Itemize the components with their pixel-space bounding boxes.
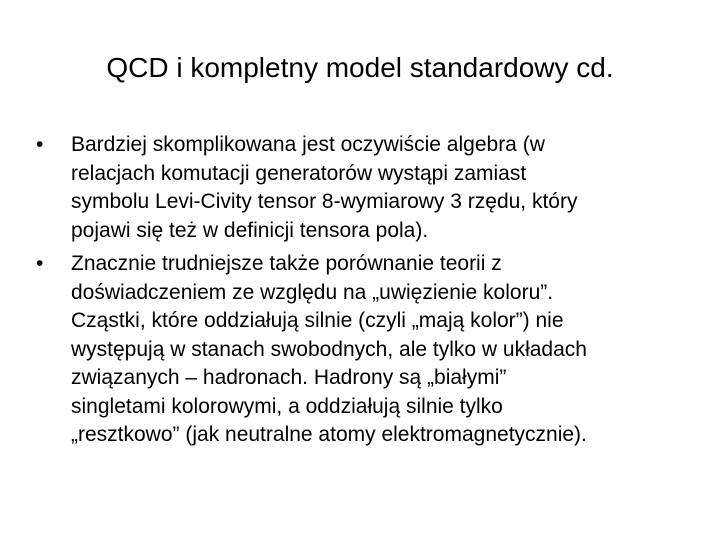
bullet-text-line: Cząstki, które oddziałują silnie (czyli „mają kolor”) nie xyxy=(71,309,564,332)
bullet-text-line: singletami kolorowymi, a oddziałują silnie tylko xyxy=(71,394,503,418)
bullet-text-line: relacjach komutacji generatorów wystąpi zamiast xyxy=(71,161,527,185)
bullet-text-line: pojawi się też w definicji tensora pola). xyxy=(71,218,429,242)
bullet-text-line: doświadczeniem ze względu na „uwięzienie koloru”. xyxy=(71,280,554,304)
bullet-text-line: związanych – hadronach. Hadrony są „białymi” xyxy=(71,366,507,389)
bullet-text-line: „resztkowo” (jak neutralne atomy elektromagnetycznie). xyxy=(71,423,587,446)
bullet-item-algebra xyxy=(36,131,686,245)
bullet-text-line: Bardziej skomplikowana jest oczywiście algebra (w xyxy=(71,133,545,156)
bullet-text-line: Znacznie trudniejsze także porównanie teorii z xyxy=(71,252,502,275)
slide-title: QCD i kompletny model standardowy cd. xyxy=(106,52,614,83)
bullet-icon: • xyxy=(36,133,44,156)
bullet-item-confinement xyxy=(36,250,686,450)
bullet-text-line: symbolu Levi-Civity tensor 8-wymiarowy 3 rzędu, który xyxy=(71,190,578,213)
bullet-text-line: występują w stanach swobodnych, ale tylko w układach xyxy=(71,337,587,361)
bullet-icon: • xyxy=(36,252,44,275)
bullet-list xyxy=(36,131,686,455)
